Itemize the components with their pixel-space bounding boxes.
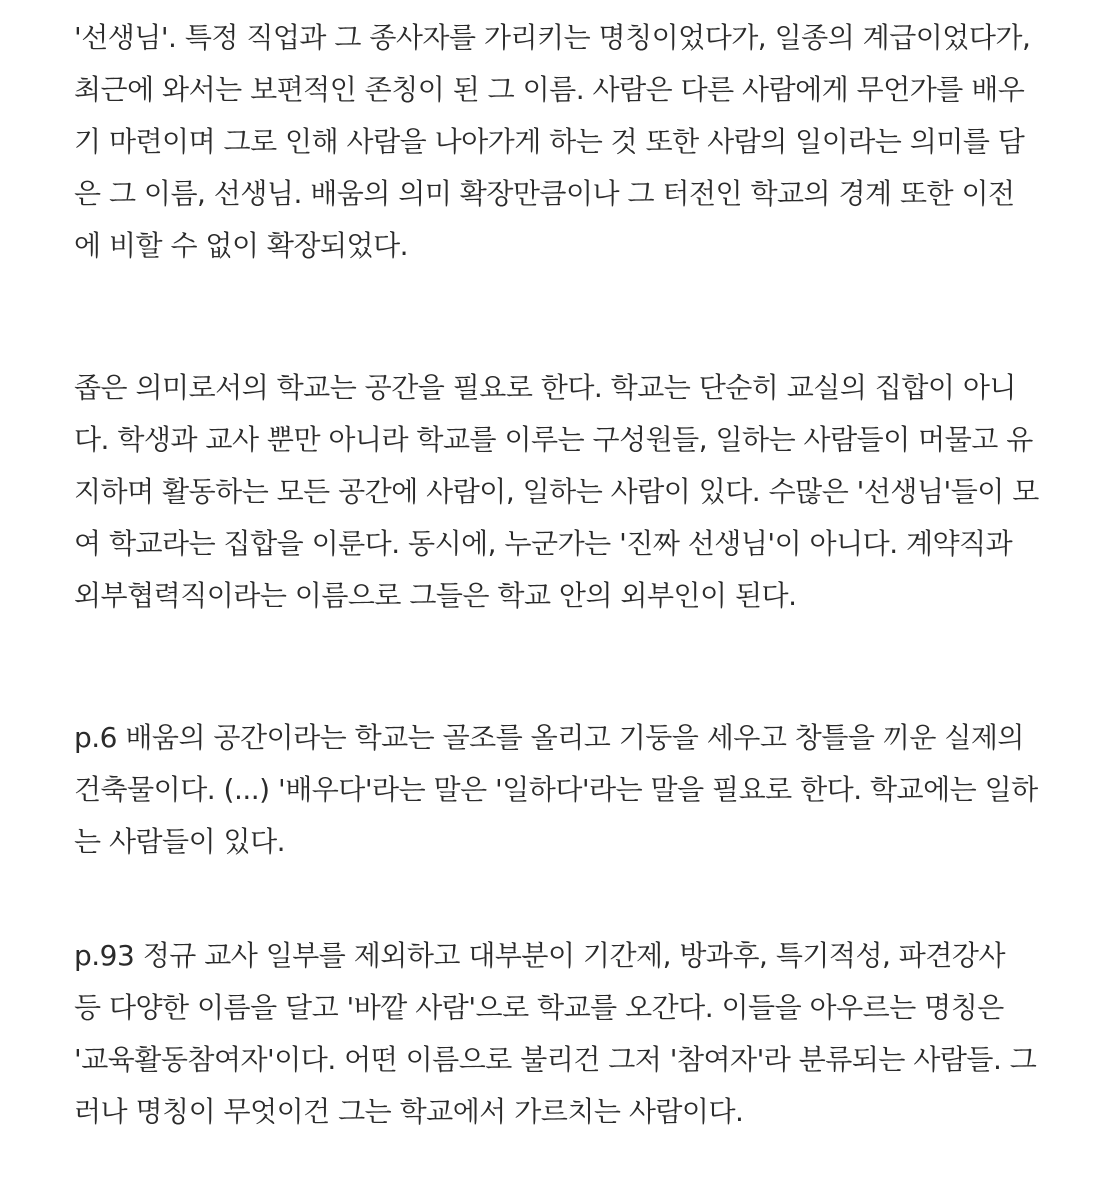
text-line: 좁은 의미로서의 학교는 공간을 필요로 한다. 학교는 단순히 교실의 집합이 아니	[74, 371, 1016, 404]
text-line: 다. 학생과 교사 뿐만 아니라 학교를 이루는 구성원들, 일하는 사람들이 머물고 유	[74, 423, 1033, 456]
text-line: 는 사람들이 있다.	[74, 825, 286, 858]
text-line: p.6 배움의 공간이라는 학교는 골조를 올리고 기둥을 세우고 창틀을 끼운 실제의	[74, 721, 1024, 754]
text-line: 최근에 와서는 보편적인 존칭이 된 그 이름. 사람은 다른 사람에게 무언가를 배우	[74, 73, 1025, 106]
text-line: 은 그 이름, 선생님. 배움의 의미 확장만큼이나 그 터전인 학교의 경계 또한 이전	[74, 177, 1015, 210]
text-line: 외부협력직이라는 이름으로 그들은 학교 안의 외부인이 된다.	[74, 579, 797, 612]
paragraph-2	[74, 362, 1074, 622]
text-line: 지하며 활동하는 모든 공간에 사람이, 일하는 사람이 있다. 수많은 '선생님'들이 모	[74, 475, 1039, 508]
text-line: '선생님'. 특정 직업과 그 종사자를 가리키는 명칭이었다가, 일종의 계급이었다가,	[74, 21, 1031, 54]
text-line: p.93 정규 교사 일부를 제외하고 대부분이 기간제, 방과후, 특기적성, 파견강사	[74, 939, 1006, 972]
text-line: 여 학교라는 집합을 이룬다. 동시에, 누군가는 '진짜 선생님'이 아니다. 계약직과	[74, 527, 1013, 560]
text-line: 기 마련이며 그로 인해 사람을 나아가게 하는 것 또한 사람의 일이라는 의미를 담	[74, 125, 1025, 158]
text-line: 등 다양한 이름을 달고 '바깥 사람'으로 학교를 오간다. 이들을 아우르는 명칭은	[74, 991, 1004, 1024]
paragraph-4	[74, 930, 1074, 1138]
paragraph-3	[74, 712, 1074, 868]
text-line: '교육활동참여자'이다. 어떤 이름으로 불리건 그저 '참여자'라 분류되는 사람들. 그	[74, 1043, 1037, 1076]
paragraph-1	[74, 12, 1074, 272]
text-line: 건축물이다. (...) '배우다'라는 말은 '일하다'라는 말을 필요로 한다. 학교에는 일하	[74, 773, 1038, 806]
text-line: 에 비할 수 없이 확장되었다.	[74, 229, 409, 262]
text-line: 러나 명칭이 무엇이건 그는 학교에서 가르치는 사람이다.	[74, 1095, 744, 1128]
